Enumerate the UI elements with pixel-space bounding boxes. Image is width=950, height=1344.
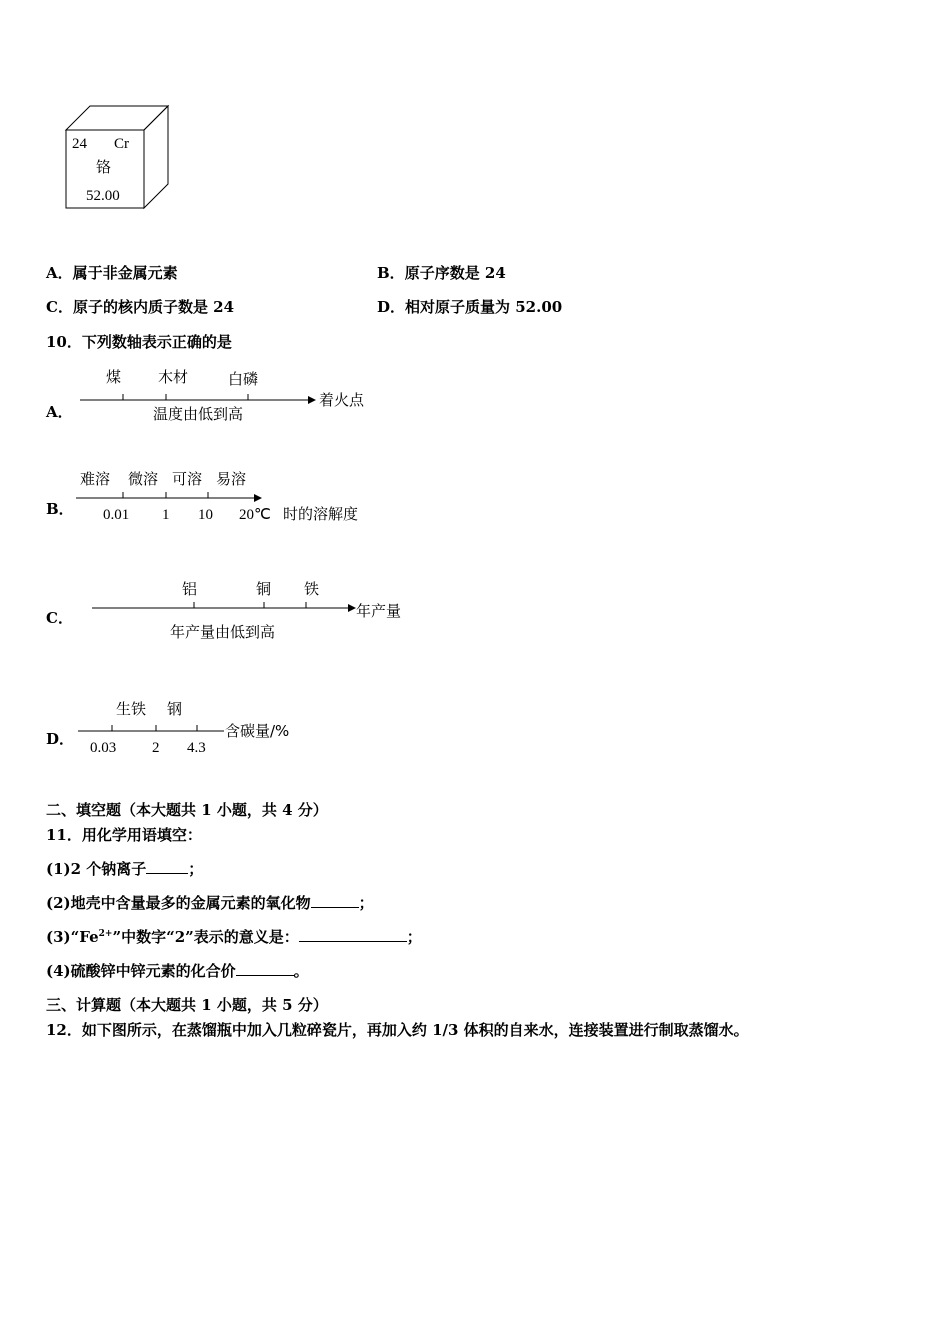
- atomic-number: 24: [72, 136, 87, 152]
- tick-10: 10: [198, 507, 213, 523]
- q11-part4: (4)硫酸锌中锌元素的化合价 。: [46, 962, 309, 980]
- axis-under-label: 温度由低到高: [153, 405, 244, 423]
- q9-option-d: D．相对原子质量为 52.00: [377, 298, 563, 316]
- q10-option-a-letter: A．: [46, 403, 73, 421]
- q11-part2: (2)地壳中含量最多的金属元素的氧化物 ；: [46, 894, 374, 912]
- number-line-d: [70, 692, 390, 760]
- axis-end-label: 着火点: [319, 391, 365, 409]
- axis-end-label: 年产量: [356, 602, 402, 620]
- answer-blank-4[interactable]: [236, 961, 294, 976]
- tick-1: 1: [162, 507, 170, 523]
- tick-4-3: 4.3: [187, 740, 206, 756]
- axis-under-label: 年产量由低到高: [170, 623, 276, 641]
- q10-stem: 10．下列数轴表示正确的是: [46, 333, 232, 351]
- label-soluble: 可溶: [172, 470, 203, 488]
- number-line-b: [70, 462, 390, 527]
- answer-blank-1[interactable]: [146, 859, 188, 874]
- tick-2: 2: [152, 740, 160, 756]
- answer-blank-3[interactable]: [299, 927, 407, 942]
- number-line-c: [80, 572, 420, 644]
- tick-0-01: 0.01: [103, 507, 130, 523]
- label-iron: 铁: [304, 580, 320, 598]
- label-copper: 铜: [256, 580, 272, 598]
- axis-end-label: 含碳量/%: [225, 722, 290, 740]
- label-wood: 木材: [158, 368, 189, 386]
- label-pig-iron: 生铁: [116, 700, 147, 718]
- label-aluminum: 铝: [182, 580, 198, 598]
- tick-0-03: 0.03: [90, 740, 117, 756]
- q10-option-b-letter: B．: [46, 500, 74, 518]
- q12-stem: 12．如下图所示，在蒸馏瓶中加入几粒碎瓷片，再加入约 1/3 体积的自来水，连接装置进行制取蒸馏水。: [46, 1021, 749, 1039]
- label-coal: 煤: [106, 368, 122, 386]
- section3-title: 三、计算题（本大题共 1 小题，共 5 分）: [46, 996, 328, 1014]
- label-insoluble: 难溶: [80, 470, 111, 488]
- q9-option-b: B．原子序数是 24: [377, 264, 506, 282]
- label-readily-soluble: 易溶: [216, 470, 247, 488]
- q11-stem: 11．用化学用语填空：: [46, 826, 202, 844]
- atomic-mass: 52.00: [86, 188, 120, 204]
- q11-part1: (1)2 个钠离子 ；: [46, 860, 204, 878]
- number-line-a: [70, 362, 390, 427]
- q9-option-a: A．属于非金属元素: [46, 264, 178, 282]
- q11-part3: $(3)“Fe^{2+}$”中数字“2”表示的意义是： ；: [46, 928, 422, 946]
- q10-option-c-letter: C．: [46, 609, 73, 627]
- element-name: 铬: [96, 158, 112, 176]
- tick-20c: 20℃: [239, 507, 271, 523]
- q9-option-c: C．原子的核内质子数是 24: [46, 298, 235, 316]
- q10-option-d-letter: D．: [46, 730, 75, 748]
- label-steel: 钢: [167, 700, 183, 718]
- element-card: [60, 100, 180, 215]
- element-symbol: Cr: [114, 136, 129, 152]
- answer-blank-2[interactable]: [311, 893, 359, 908]
- label-slightly-soluble: 微溶: [128, 470, 159, 488]
- axis-end-label: 时的溶解度: [283, 505, 359, 523]
- label-white-phosphorus: 白磷: [228, 370, 259, 388]
- section2-title: 二、填空题（本大题共 1 小题，共 4 分）: [46, 801, 328, 819]
